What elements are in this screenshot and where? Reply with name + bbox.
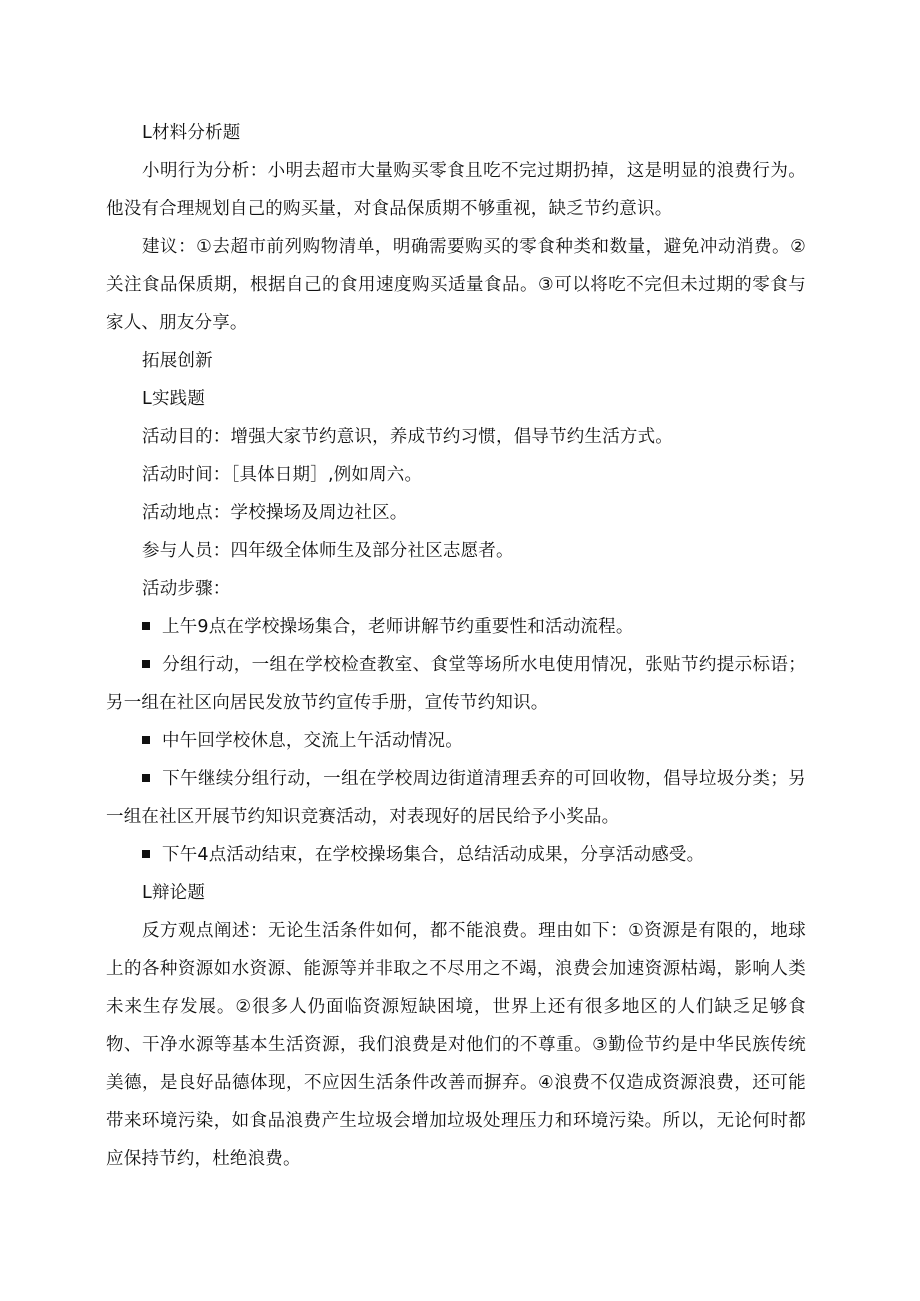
paragraph-opposing-view [106,912,806,1178]
paragraph-activity-purpose [106,418,806,456]
paragraph-text: 参与人员：四年级全体师生及部分社区志愿者。 [142,541,514,561]
paragraph-text: 活动步骤： [142,579,231,599]
paragraph-suggestions [106,228,806,342]
paragraph-text: 活动时间：［具体日期］,例如周六。 [142,465,423,485]
paragraph-text: 活动地点：学校操场及周边社区。 [142,503,408,523]
paragraph-behavior-analysis [106,152,806,228]
paragraph-text: L实践题 [142,389,206,409]
paragraph-text: 建议：①去超市前列购物清单，明确需要购买的零食种类和数量，避免冲动消费。②关注食品保质期，根据自己的食用速度购买适量食品。③可以将吃不完但未过期的零食与家人、朋友分享。 [106,237,806,333]
paragraph-text: 上午9点在学校操场集合，老师讲解节约重要性和活动流程。 [162,617,634,637]
paragraph-text: 中午回学校休息，交流上午活动情况。 [162,731,463,751]
paragraph-text: L材料分析题 [142,123,241,143]
paragraph-text: L辩论题 [142,883,206,903]
paragraph-text: 下午4点活动结束，在学校操场集合，总结活动成果，分享活动感受。 [162,845,705,865]
bullet-item [106,760,806,836]
paragraph-text: 小明行为分析：小明去超市大量购买零食且吃不完过期扔掉，这是明显的浪费行为。他没有合理规划自己的购买量，对食品保质期不够重视，缺乏节约意识。 [106,161,806,219]
paragraph-activity-steps [106,570,806,608]
bullet-item [106,836,806,874]
paragraph-text: 反方观点阐述：无论生活条件如何，都不能浪费。理由如下：①资源是有限的，地球上的各种资源如水资源、能源等并非取之不尽用之不竭，浪费会加速资源枯竭，影响人类未来生存发展。②很多人仍面临资源短缺困境，世界上还有很多地区的人们缺乏足够食物、干净水源等基本生活资源，我们浪费是对他们的不尊重。③勤俭节约是中华民族传统美德，是良好品德体现，不应因生活条件改善而摒弃。④浪费不仅造成资源浪费，还可能带来环境污染，如食品浪费产生垃圾会增加垃圾处理压力和环境污染。所以，无论何时都应保持节约，杜绝浪费。 [106,921,806,1169]
paragraph-participants [106,532,806,570]
section-heading-material-analysis [106,114,806,152]
square-bullet-icon [142,660,150,668]
paragraph-activity-time [106,456,806,494]
paragraph-text: 下午继续分组行动，一组在学校周边街道清理丢弃的可回收物，倡导垃圾分类；另一组在社区开展节约知识竞赛活动，对表现好的居民给予小奖品。 [106,769,806,827]
bullet-item [106,646,806,722]
paragraph-text: 拓展创新 [142,351,213,371]
document-body [106,114,806,1178]
square-bullet-icon [142,736,150,744]
bullet-item [106,608,806,646]
paragraph-activity-location [106,494,806,532]
square-bullet-icon [142,622,150,630]
paragraph-text: 分组行动，一组在学校检查教室、食堂等场所水电使用情况，张贴节约提示标语；另一组在社区向居民发放节约宣传手册，宣传节约知识。 [106,655,806,713]
section-heading-debate [106,874,806,912]
section-heading-extension [106,342,806,380]
square-bullet-icon [142,850,150,858]
section-heading-practice [106,380,806,418]
square-bullet-icon [142,774,150,782]
paragraph-text: 活动目的：增强大家节约意识，养成节约习惯，倡导节约生活方式。 [142,427,673,447]
bullet-item [106,722,806,760]
